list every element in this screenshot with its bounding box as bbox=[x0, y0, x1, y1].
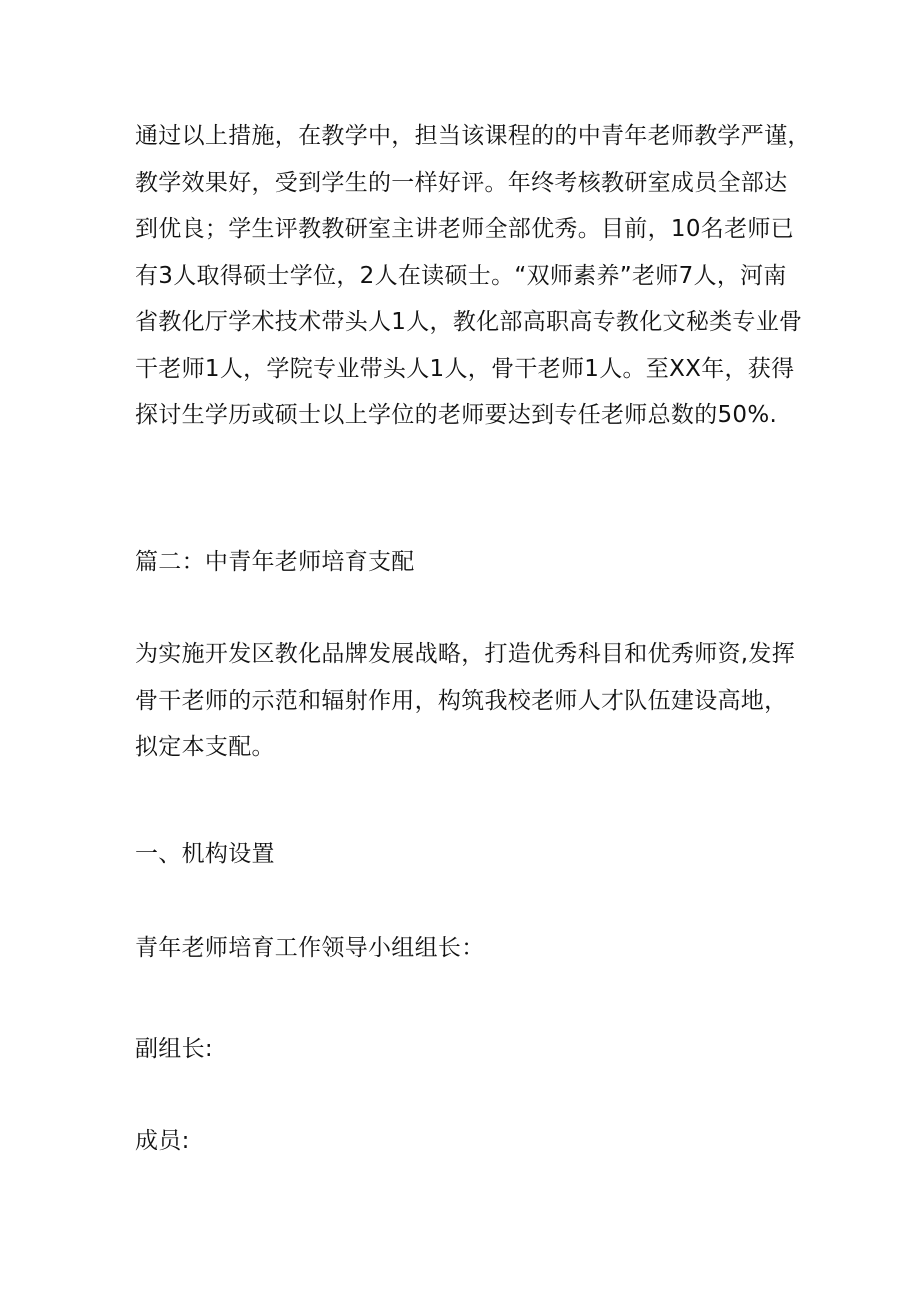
paragraph-achievements bbox=[135, 113, 815, 439]
members-label: 成员: bbox=[135, 1128, 190, 1154]
text-line: 骨干老师的示范和辐射作用，构筑我校老师人才队伍建设高地， bbox=[135, 687, 788, 714]
text-line: 省教化厅学术技术带头人1人，教化部高职高专教化文秘类专业骨 bbox=[135, 309, 803, 335]
part-two-heading: 篇二：中青年老师培育支配 bbox=[135, 549, 415, 575]
section-one-heading: 一、机构设置 bbox=[135, 841, 275, 867]
paragraph-plan-intro bbox=[135, 631, 815, 771]
text-line: 拟定本支配。 bbox=[135, 734, 275, 760]
text-line: 为实施开发区教化品牌发展战略，打造优秀科目和优秀师资,发挥 bbox=[135, 641, 796, 667]
text-line: 教学效果好，受到学生的一样好评。年终考核教研室成员全部达 bbox=[135, 169, 788, 196]
text-line: 干老师1人，学院专业带头人1人，骨干老师1人。至XX年，获得 bbox=[135, 355, 795, 382]
text-line: 通过以上措施，在教学中，担当该课程的的中青年老师教学严谨， bbox=[135, 123, 811, 149]
text-line: 探讨生学历或硕士以上学位的老师要达到专任老师总数的50%. bbox=[135, 402, 778, 428]
text-line: 到优良；学生评教教研室主讲老师全部优秀。目前，10名老师已 bbox=[135, 216, 794, 242]
deputy-leader-label: 副组长: bbox=[135, 1036, 213, 1062]
leader-label: 青年老师培育工作领导小组组长： bbox=[135, 935, 485, 961]
text-line: 有3人取得硕士学位，2人在读硕士。“双师素养”老师7人，河南 bbox=[135, 262, 787, 289]
